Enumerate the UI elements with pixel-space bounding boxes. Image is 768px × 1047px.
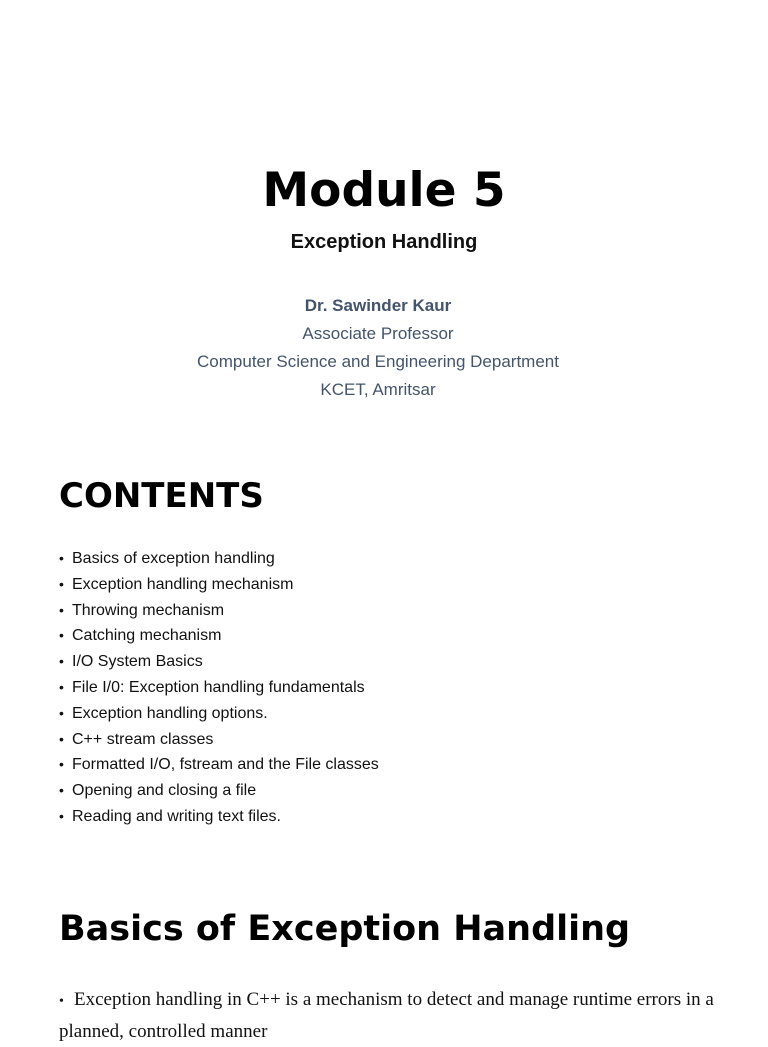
list-item-text: Catching mechanism [72, 627, 222, 645]
bullet-icon: • [59, 704, 64, 721]
list-item-text: Formatted I/O, fstream and the File classes [72, 756, 379, 774]
author-name: Dr. Sawinder Kaur [304, 296, 452, 315]
bullet-icon: • [59, 601, 64, 618]
bullet-icon: • [59, 575, 64, 592]
list-item-text: File I/0: Exception handling fundamentals [72, 678, 365, 696]
bullet-icon: • [59, 994, 64, 1009]
list-item [59, 804, 379, 830]
list-item [59, 727, 379, 753]
title-slide [0, 160, 768, 256]
basics-heading: Basics of Exception Handling [59, 909, 631, 949]
list-item [59, 675, 379, 701]
contents-list [59, 546, 379, 830]
module-subtitle: Exception Handling [290, 231, 478, 253]
bullet-icon: • [59, 678, 64, 695]
bullet-icon: • [59, 627, 64, 644]
bullet-icon: • [59, 756, 64, 773]
list-item-text: I/O System Basics [72, 653, 203, 671]
list-item-text: Throwing mechanism [72, 601, 225, 619]
bullet-icon: • [59, 782, 64, 799]
author-designation: Associate Professor [302, 324, 454, 343]
list-item [59, 572, 379, 598]
list-item [59, 598, 379, 624]
basics-paragraph [59, 985, 719, 1047]
author-department: Computer Science and Engineering Department [197, 352, 559, 371]
list-item [59, 778, 379, 804]
list-item-text: C++ stream classes [72, 730, 214, 748]
list-item [59, 701, 379, 727]
module-title: Module 5 [262, 163, 506, 218]
bullet-icon: • [59, 730, 64, 747]
bullet-icon: • [59, 550, 64, 566]
bullet-icon: • [59, 653, 64, 670]
list-item-text: Opening and closing a file [72, 782, 257, 800]
list-item [59, 623, 379, 649]
list-item-text: Exception handling mechanism [72, 575, 294, 593]
list-item [59, 546, 379, 572]
list-item-text: Reading and writing text files. [72, 807, 281, 825]
list-item [59, 649, 379, 675]
author-info [0, 292, 756, 404]
list-item-text: Exception handling options. [72, 704, 268, 722]
list-item [59, 752, 379, 778]
bullet-icon: • [59, 807, 64, 824]
list-item-text: Basics of exception handling [72, 550, 275, 567]
author-institute: KCET, Amritsar [320, 380, 436, 399]
basics-paragraph-text: Exception handling in C++ is a mechanism to detect and manage runtime errors in a planned, controlled manner [59, 989, 714, 1042]
contents-heading: CONTENTS [59, 476, 264, 516]
